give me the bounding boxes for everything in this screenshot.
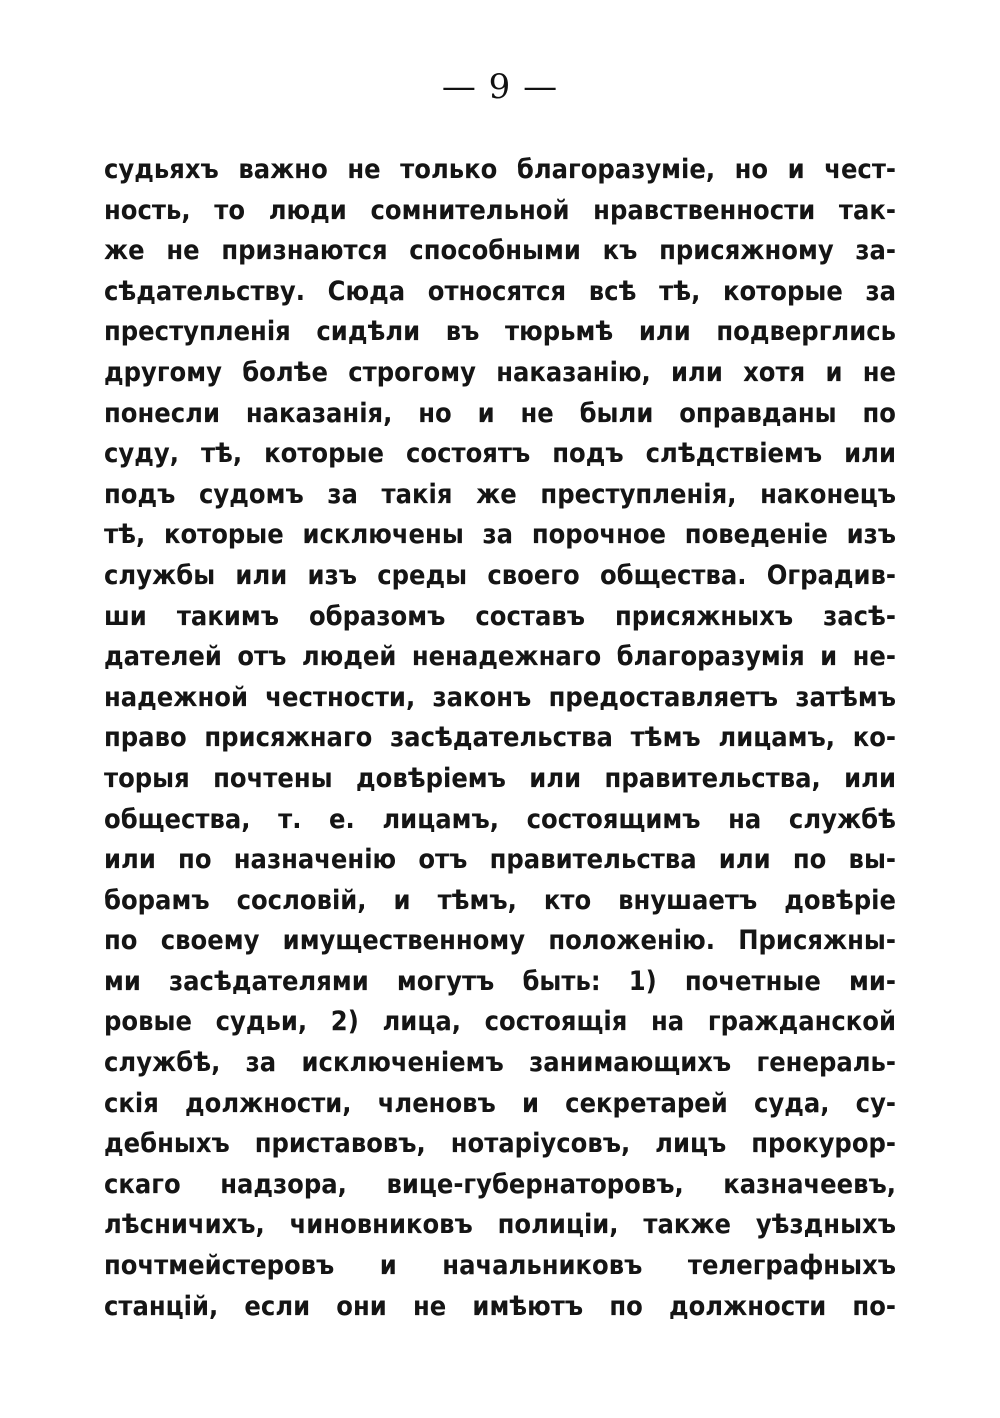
text-line: почтмейстеровъ и начальниковъ телеграфныхъ xyxy=(104,1250,896,1282)
text-line: станцій, если они не имѣютъ по должности по- xyxy=(104,1290,896,1322)
text-line: ши такимъ образомъ составъ присяжныхъ засѣ- xyxy=(104,600,896,632)
text-line: общества, т. е. лицамъ, состоящимъ на службѣ xyxy=(104,803,896,835)
page-number: — 9 — xyxy=(441,67,559,107)
text-line: торыя почтены довѣріемъ или правительства, или xyxy=(104,762,896,794)
text-line: борамъ сословій, и тѣмъ, кто внушаетъ довѣріе xyxy=(104,884,896,916)
text-line: надежной честности, законъ предоставляетъ затѣмъ xyxy=(104,681,896,713)
text-line: дебныхъ приставовъ, нотаріусовъ, лицъ прокурор- xyxy=(104,1128,896,1160)
text-line: или по назначенію отъ правительства или по вы- xyxy=(104,844,896,876)
text-line: дателей отъ людей ненадежнаго благоразумія и не- xyxy=(104,641,896,673)
text-line: ми засѣдателями могутъ быть: 1) почетные ми- xyxy=(104,965,896,997)
text-line: ность, то люди сомнительной нравственности так- xyxy=(104,194,896,226)
text-line: по своему имущественному положенію. Присяжны- xyxy=(104,925,896,957)
text-line: скаго надзора, вице-губернаторовъ, казначеевъ, xyxy=(104,1168,896,1200)
text-line: скія должности, членовъ и секретарей суда, су- xyxy=(104,1087,896,1119)
text-line: службѣ, за исключеніемъ занимающихъ генераль- xyxy=(104,1047,896,1079)
text-line: понесли наказанія, но и не были оправданы по xyxy=(104,397,896,429)
text-line: ровые судьи, 2) лица, состоящія на гражданской xyxy=(104,1006,896,1038)
text-line: сѣдательству. Сюда относятся всѣ тѣ, которые за xyxy=(104,275,896,307)
text-line: судьяхъ важно не только благоразуміе, но и чест- xyxy=(104,154,896,185)
text-line: же не признаются способными къ присяжному за- xyxy=(104,235,896,267)
text-line: право присяжнаго засѣдательства тѣмъ лицамъ, ко- xyxy=(104,722,896,754)
text-line: тѣ, которые исключены за порочное поведеніе изъ xyxy=(104,519,896,551)
text-line: службы или изъ среды своего общества. Оградив- xyxy=(104,559,896,591)
text-line: подъ судомъ за такія же преступленія, наконецъ xyxy=(104,478,896,510)
body-text xyxy=(104,150,896,1327)
text-line: преступленія сидѣли въ тюрьмѣ или подверглись xyxy=(104,316,896,348)
text-line: лѣсничихъ, чиновниковъ полиціи, также уѣздныхъ xyxy=(104,1209,896,1241)
text-line: другому болѣе строгому наказанію, или хотя и не xyxy=(104,356,896,388)
text-line: суду, тѣ, которые состоятъ подъ слѣдствіемъ или xyxy=(104,438,896,470)
